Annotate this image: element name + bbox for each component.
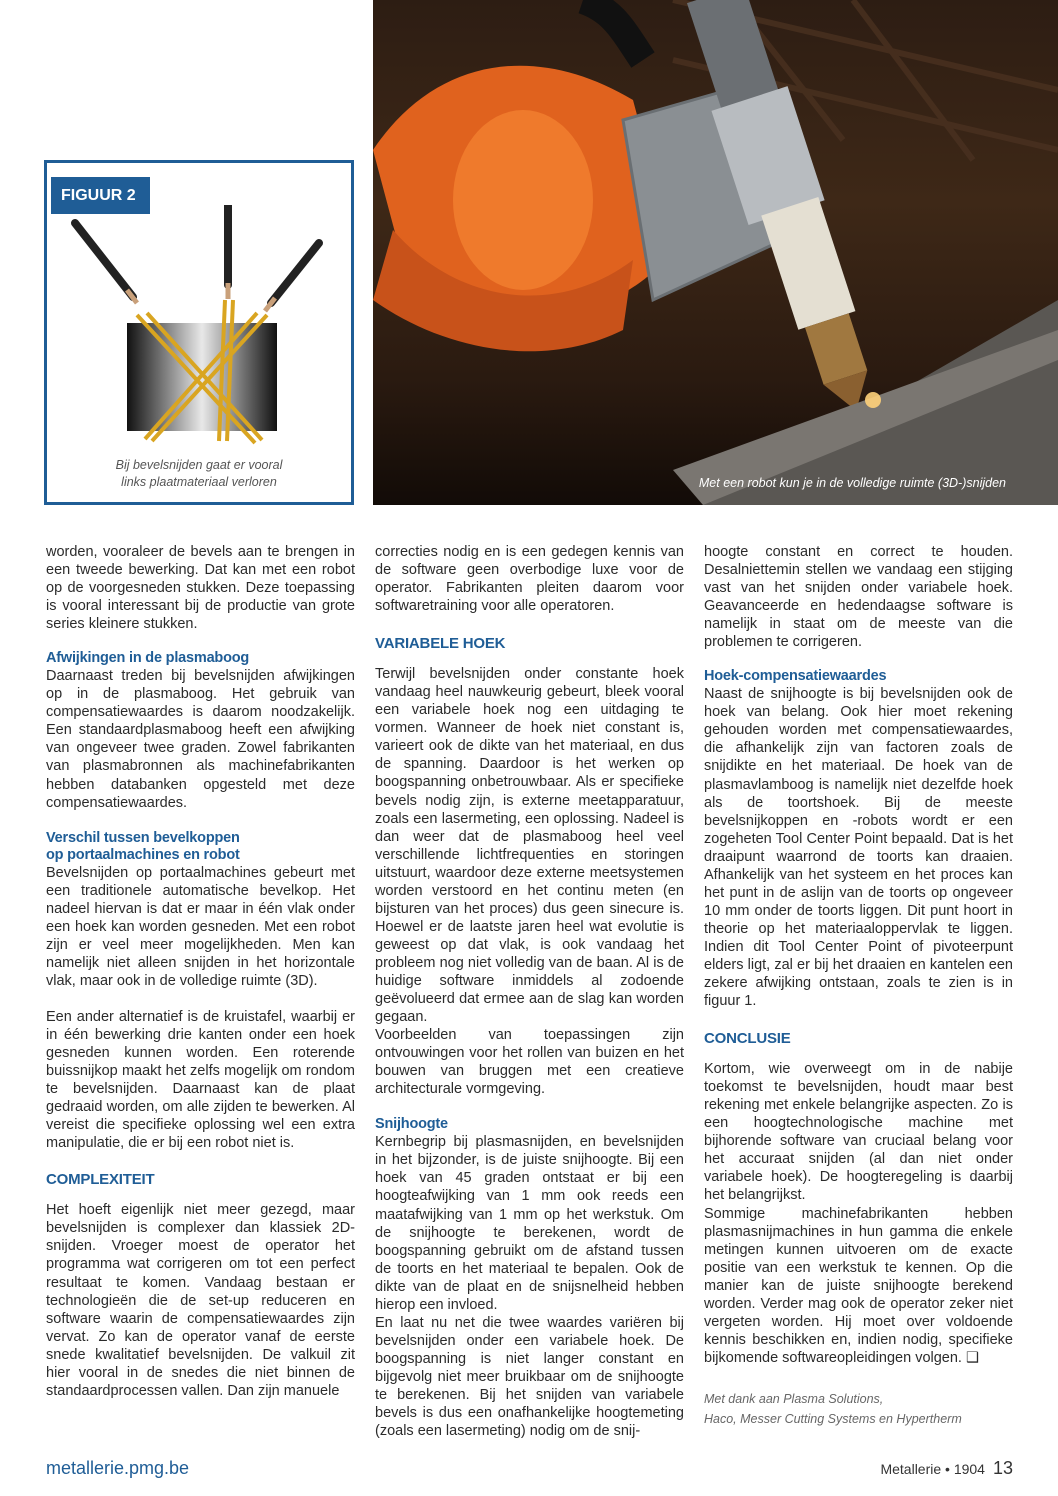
robot-plasma-photo bbox=[373, 0, 1058, 505]
paragraph: Bevelsnijden op portaalmachines gebeurt met een traditionele automatische bevelkop. Het nadeel hiervan is dat er maar in één vlak onder een hoek kan worden gesneden. Met een robot zijn er veel meer mogelijkheden. Men kan namelijk niet alleen snijden in het horizontale vlak, maar ook in de volledige ruimte (3D). bbox=[46, 864, 355, 989]
section-heading: VARIABELE HOEK bbox=[375, 635, 506, 653]
subheading: Hoek-compensatiewaardes bbox=[704, 668, 887, 685]
paragraph: Sommige machinefabrikanten hebben plasmasnijmachines in hun gamma die enkele metingen kunnen uitvoeren om de exacte positie van een werkstuk te kennen. Op die manier kan de juiste snijhoogte berekend worden. Verder mag ook de operator zeker niet vergeten worden. Hij moet over voldoende kennis beschikken en, indien nodig, specifieke bijkomende softwareopleidingen volgen. ❑ bbox=[704, 1205, 1013, 1366]
paragraph: correcties nodig en is een gedegen kennis van de software geen overbodige luxe voor de operator. Fabrikanten pleiten daarom voor softwaretraining voor alle operatoren. bbox=[375, 544, 684, 615]
torch-left bbox=[75, 223, 137, 303]
subheading: Verschil tussen bevelkoppen bbox=[46, 829, 240, 846]
figure-caption: Bij bevelsnijden gaat er vooral links plaatmateriaal verloren bbox=[115, 458, 283, 489]
paragraph: Voorbeelden van toepassingen zijn ontvouwingen voor het rollen van buizen en het bouwen van bruggen met een creatieve architecturale vormgeving. bbox=[375, 1027, 684, 1098]
paragraph: worden, vooraleer de bevels aan te brengen in een tweede bewerking. Dat kan met een robot op de voorgesneden stukken. Deze toepassing is vooral interessant bij de productie van grote series kleinere stukken. bbox=[46, 544, 355, 633]
paragraph: Naast de snijhoogte is bij bevelsnijden ook de hoek van belang. Ook hier moet rekening gehouden worden met compensatiewaardes, die afhankelijk zijn van factoren zoals de snijdikte en het materiaal. De hoek van de plasmavlamboog is namelijk niet dezelfde hoek als de toortshoek. Bij de meeste bevelsnijkoppen en -robots wordt er een zogeheten Tool Center Point bepaald. Dat is het draaipunt waarrond de toorts kan draaien. Afhankelijk van het systeem en het proces kan het punt in de aslijn van de toorts op ongeveer 10 mm onder de toorts liggen. Dit punt hoort in theorie op het materiaaloppervlak te liggen. Indien dit Tool Center Point of pivoteerpunt elders ligt, zal er bij het draaien en kantelen een zekere afwijking ontstaan, zoals te zien is in figuur 1. bbox=[704, 686, 1013, 1010]
subheading: Afwijkingen in de plasmaboog bbox=[46, 650, 250, 667]
figure-label: FIGUUR 2 bbox=[51, 177, 150, 214]
acknowledgement: Haco, Messer Cutting Systems en Hypertherm bbox=[704, 1411, 962, 1426]
section-heading: COMPLEXITEIT bbox=[46, 1171, 155, 1189]
page-number: 13 bbox=[992, 1458, 1013, 1478]
subheading: Snijhoogte bbox=[375, 1116, 448, 1133]
section-heading: CONCLUSIE bbox=[704, 1030, 791, 1048]
paragraph: hoogte constant en correct te houden. Desalniettemin stellen we vandaag een stijging vast van het snijden onder variabele hoek. Geavanceerde en hedendaagse software is namelijk in staat om de meeste van die problemen te corrigeren. bbox=[704, 544, 1013, 651]
column-1 bbox=[46, 543, 355, 1400]
footer-page-info bbox=[880, 1458, 1013, 1479]
robot-illustration bbox=[373, 0, 1058, 505]
column-3 bbox=[704, 543, 1013, 1429]
column-2 bbox=[375, 543, 684, 1440]
acknowledgement: Met dank aan Plasma Solutions, bbox=[704, 1391, 884, 1406]
figure-2-box bbox=[44, 160, 354, 505]
subheading: op portaalmachines en robot bbox=[46, 846, 240, 863]
paragraph: En laat nu net die twee waardes variëren bij bevelsnijden onder een variabele hoek. De boogspanning is niet langer constant en bijgevolg niet meer bruikbaar om de snijhoogte te berekenen. Bij het snijden van variabele bevels is dus een onafhankelijke hoogtemeting (zoals een lasermeting) nodig om de snij- bbox=[375, 1314, 684, 1440]
paragraph: Kernbegrip bij plasmasnijden, en bevelsnijden in het bijzonder, is de juiste snijhoogte. Bij een hoek van 45 graden ontstaat er bij een hoogteafwijking van 1 mm ook reeds een maatafwijking van 1 mm op het werkstuk. Om de snijhoogte te berekenen, wordt de boogspanning gebruikt om de afstand tussen de toorts en het materiaal te bepalen. Ook de dikte van de plaat en de snijsnelheid hebben hierop een invloed. bbox=[375, 1134, 684, 1313]
torch-right bbox=[265, 243, 319, 311]
bevel-torch-illustration bbox=[57, 205, 347, 445]
paragraph: Kortom, wie overweegt om in de nabije toekomst te bevelsnijden, houdt maar best rekening met enkele belangrijke aspecten. Zo is een hoogtechnologische machine met bijhorende software van cruciaal belang voor het accuraat snijden (al dan niet onder variabele hoek). De hoogteregeling is daarbij het belangrijkst. bbox=[704, 1061, 1013, 1204]
photo-caption: Met een robot kun je in de volledige ruimte (3D-)snijden bbox=[698, 476, 1006, 490]
paragraph: Daarnaast treden bij bevelsnijden afwijkingen op in de plasmaboog. Het gebruik van compensatiewaardes is daarom noodzakelijk. Een standaardplasmaboog heeft een afwijking van ongeveer twee graden. Zowel fabrikanten van plasmabronnen als machinefabrikanten hebben databanken opgesteld met deze compensatiewaardes. bbox=[46, 668, 355, 811]
magazine-issue: Metallerie • 1904 bbox=[880, 1461, 985, 1477]
footer-website-link[interactable]: metallerie.pmg.be bbox=[46, 1458, 190, 1478]
paragraph: Een ander alternatief is de kruistafel, waarbij er in één bewerking drie kanten onder een hoek gesneden kunnen worden. Een roterende buissnijkop maakt het zelfs mogelijk om rondom te bevelsnijden. Daarnaast kan de plaat gedraaid worden, om alle zijden te bewerken. Al vereist die specifieke oplossing wel een extra manipulatie, die er bij een robot niet is. bbox=[46, 1008, 355, 1152]
paragraph: Het hoeft eigenlijk niet meer gezegd, maar bevelsnijden is complexer dan klassiek 2D-snijden. Vroeger moest de operator het programma wat corrigeren om tot een perfect resultaat te komen. Vandaag bestaan er technologieën die de set-up reduceren en software waarin de compensatiewaardes zijn vervat. Zo kan de operator vanaf de eerste snede kwalitatief bevelsnijden. De valkuil zit hier vooral in de snedes die niet binnen de standaardprocessen vallen. Dan zijn manuele bbox=[46, 1202, 355, 1399]
paragraph: Terwijl bevelsnijden onder constante hoek vandaag heel nauwkeurig gebeurt, bleek vooral een variabele hoek nog een uitdaging te vormen. Wanneer de hoek niet constant is, varieert ook de dikte van het materiaal, en dus de spanning. Daardoor is het werken op boogspanning onbetrouwbaar. Als er specifieke bevels nodig zijn, is externe meetapparatuur, zoals een lasermeting, een oplossing. Nadeel is dan weer dat de plasmaboog heel veel verschillende lichtfrequenties en storingen uitstuurt, waardoor deze externe meetsystemen worden verstoord en het continu meten (en bijsturen van het proces) dus geen sinecure is. Hoewel er de laatste jaren heel wat evolutie is geweest op dat vlak, is ook vandaag het probleem nog niet volledig van de baan. Al is de huidige software inmiddels al zodoende geëvolueerd dat ermee aan de slag kan worden gegaan. bbox=[375, 666, 684, 1026]
